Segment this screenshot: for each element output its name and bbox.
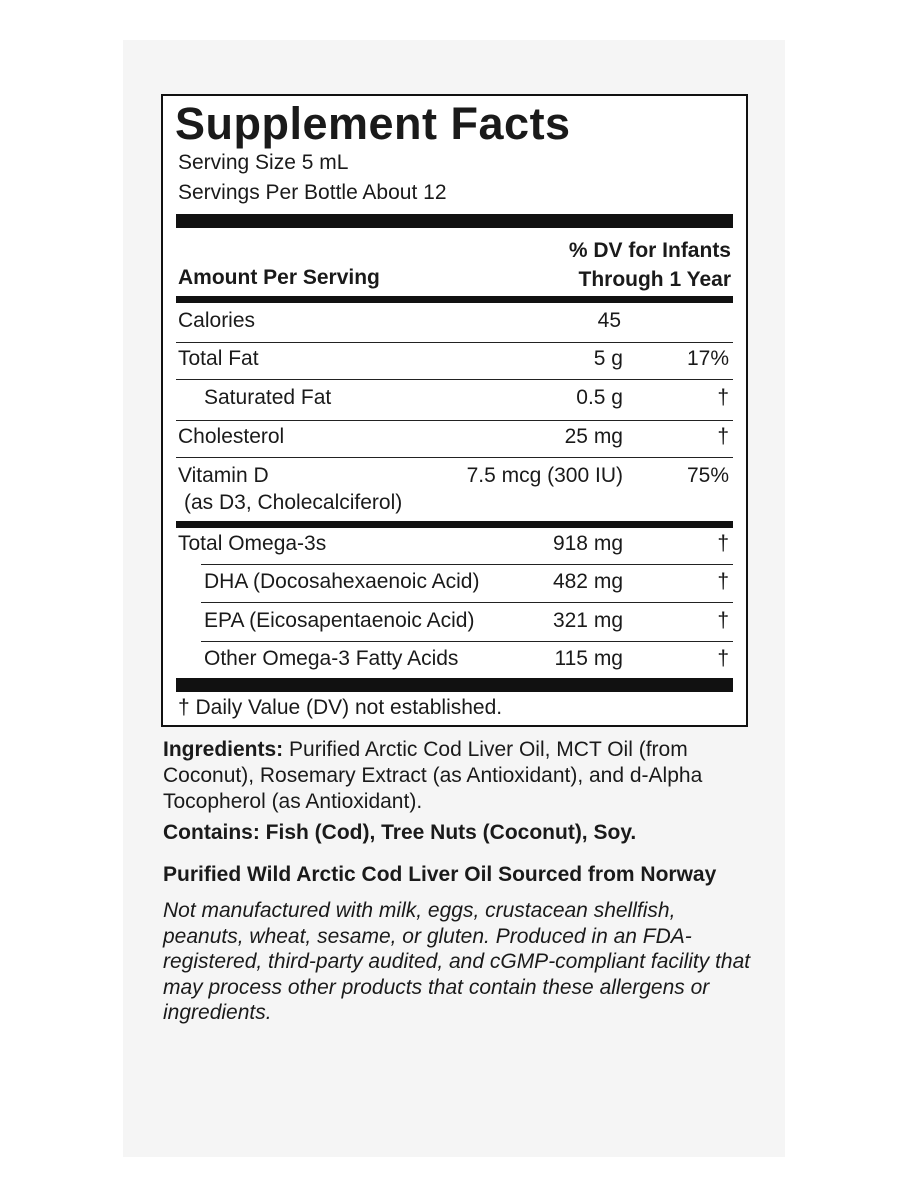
source-statement: Purified Wild Arctic Cod Liver Oil Sourced from Norway [163, 863, 717, 886]
nutrient-amount: 482 mg [552, 570, 623, 593]
nutrient-name: EPA (Eicosapentaenoic Acid) [204, 609, 475, 632]
contains-statement: Contains: Fish (Cod), Tree Nuts (Coconut), Soy. [163, 821, 637, 844]
nutrient-name: Vitamin D [178, 464, 269, 487]
row-divider [201, 641, 733, 642]
nutrient-amount: 321 mg [552, 609, 623, 632]
table-row [176, 309, 733, 339]
medium-divider [176, 296, 733, 303]
nutrient-name: Other Omega-3 Fatty Acids [204, 647, 459, 670]
row-divider [176, 379, 733, 380]
nutrient-amount: 45 [597, 309, 621, 332]
table-row [176, 647, 733, 677]
medium-divider [176, 521, 733, 528]
table-row [176, 570, 733, 600]
nutrient-dv: 75% [686, 464, 729, 487]
thick-divider [176, 214, 733, 228]
dv-footnote: † Daily Value (DV) not established. [178, 696, 503, 719]
nutrient-amount: 7.5 mcg (300 IU) [466, 464, 623, 487]
nutrient-amount: 918 mg [552, 532, 623, 555]
row-divider [176, 342, 733, 343]
table-row [176, 425, 733, 455]
dv-header-line-2: Through 1 Year [578, 268, 731, 291]
nutrient-dv: † [717, 386, 729, 409]
amount-per-serving-header: Amount Per Serving [178, 266, 380, 289]
dv-header-line-1: % DV for Infants [568, 239, 731, 262]
table-row [176, 464, 733, 520]
nutrient-name: Saturated Fat [204, 386, 332, 409]
allergen-note: Not manufactured with milk, eggs, crustacean shellfish, peanuts, wheat, sesame, or gluten. Produced in an FDA-registered, third-party audited, and cGMP-compliant facility that may process other products that contain these allergens or ingredients. [163, 899, 751, 1024]
nutrient-amount: 115 mg [554, 647, 623, 670]
nutrient-dv: † [717, 570, 729, 593]
nutrient-name: Total Omega-3s [178, 532, 327, 555]
supplement-facts-panel [161, 94, 748, 727]
table-row [176, 386, 733, 416]
panel-title: Supplement Facts [175, 98, 571, 149]
row-divider [201, 602, 733, 603]
servings-per-bottle: Servings Per Bottle About 12 [178, 181, 447, 204]
ingredients-paragraph [163, 737, 751, 815]
nutrient-name: DHA (Docosahexaenoic Acid) [204, 570, 480, 593]
nutrient-subtext: (as D3, Cholecalciferol) [184, 491, 403, 514]
nutrient-amount: 25 mg [564, 425, 623, 448]
nutrient-amount: 5 g [593, 347, 623, 370]
nutrient-dv: † [717, 425, 729, 448]
nutrient-name: Cholesterol [178, 425, 285, 448]
nutrient-dv: † [717, 609, 729, 632]
thick-divider [176, 678, 733, 692]
table-row [176, 347, 733, 377]
serving-size: Serving Size 5 mL [178, 151, 349, 174]
nutrient-amount: 0.5 g [576, 386, 623, 409]
row-divider [201, 564, 733, 565]
ingredients-text: Purified Arctic Cod Liver Oil, MCT Oil (from Coconut), Rosemary Extract (as Antioxidant), and d-Alpha Tocopherol (as Antioxidant). [163, 738, 703, 813]
nutrient-dv: 17% [686, 347, 729, 370]
table-row [176, 532, 733, 562]
row-divider [176, 457, 733, 458]
dv-header [569, 236, 731, 294]
ingredients-label: Ingredients: [163, 738, 284, 761]
row-divider [176, 420, 733, 421]
table-row [176, 609, 733, 639]
nutrient-dv: † [717, 647, 729, 670]
nutrient-name: Total Fat [178, 347, 259, 370]
nutrient-dv: † [717, 532, 729, 555]
nutrient-name: Calories [178, 309, 256, 332]
